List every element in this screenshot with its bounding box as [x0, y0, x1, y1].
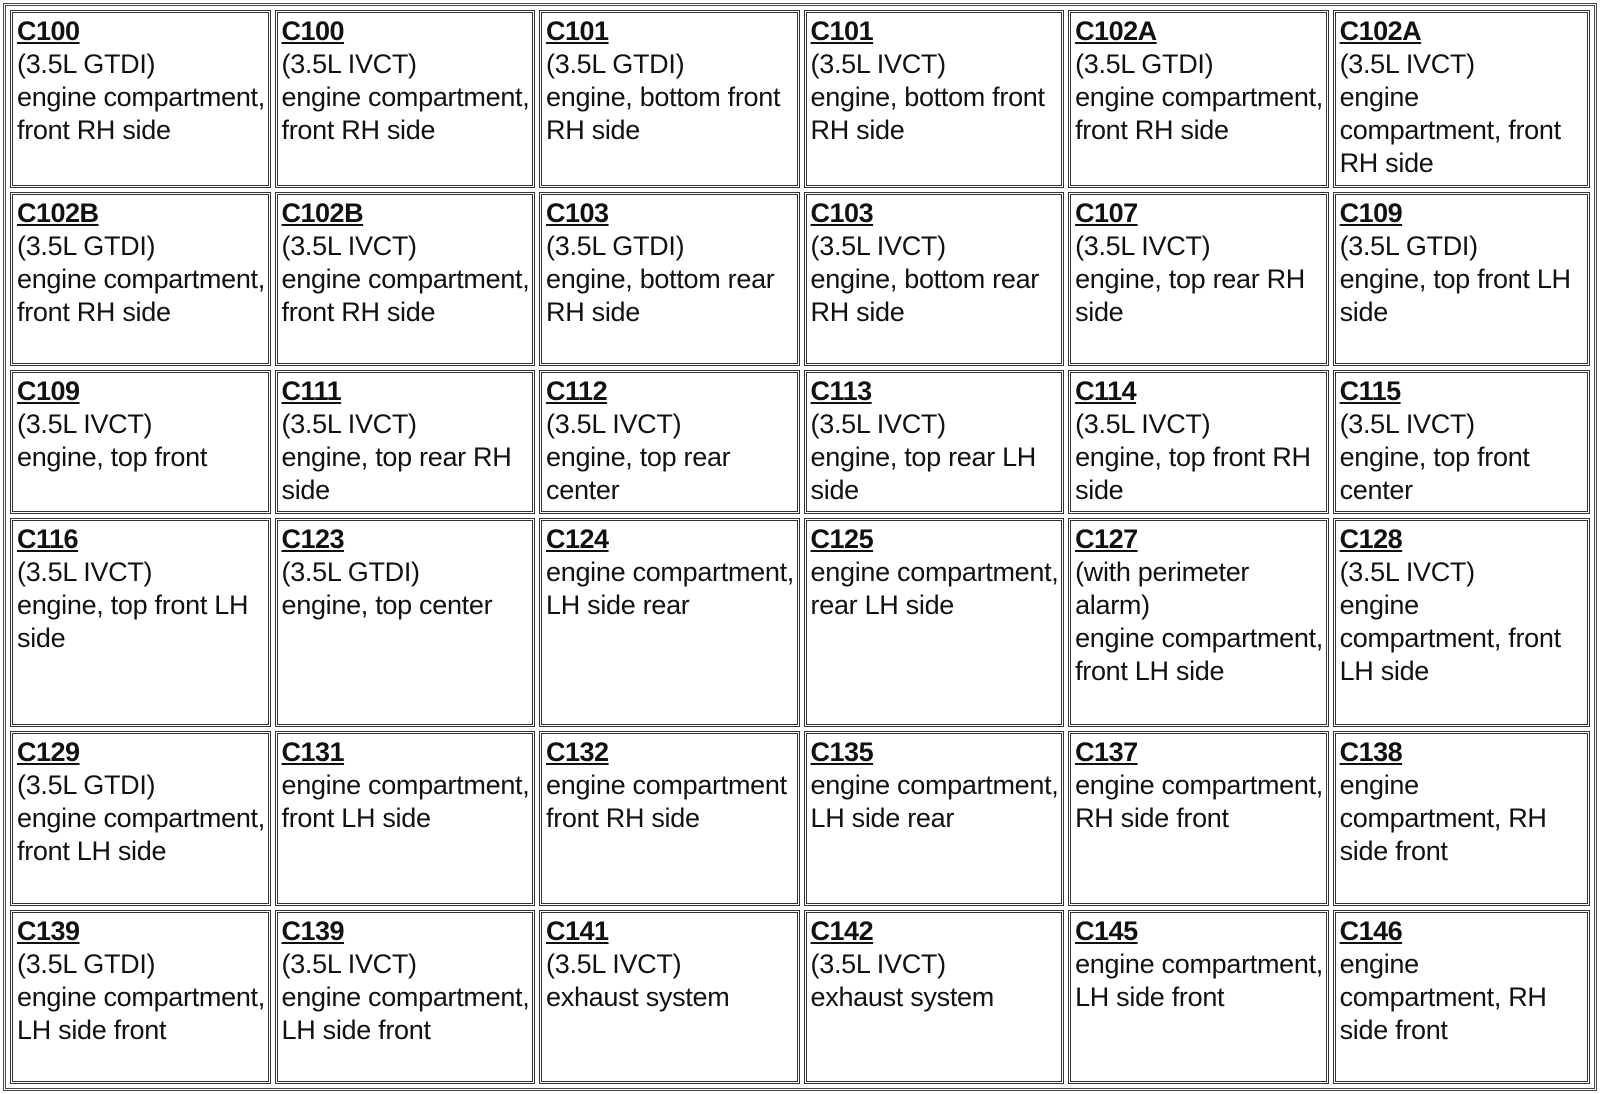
- connector-variant: (3.5L IVCT): [1339, 49, 1475, 79]
- connector-cell: [10, 10, 271, 188]
- connector-cell: [804, 192, 1065, 366]
- connector-variant: (3.5L IVCT): [1075, 230, 1211, 261]
- connector-location: engine compartment, front RH side: [281, 82, 530, 145]
- connector-cell: [804, 731, 1065, 905]
- connector-location: engine compartment, RH side front: [1339, 948, 1547, 1045]
- connector-id: C109: [1339, 197, 1403, 228]
- connector-location: engine, top front LH side: [17, 589, 249, 653]
- connector-location: engine compartment, rear LH side: [810, 556, 1059, 620]
- connector-cell: [1333, 910, 1590, 1084]
- connector-cell: [804, 10, 1065, 188]
- connector-variant: (3.5L GTDI): [281, 556, 420, 587]
- connector-cell: [1333, 731, 1590, 905]
- connector-location: engine compartment, front RH side: [1339, 82, 1561, 178]
- connector-variant: (3.5L GTDI): [17, 948, 156, 979]
- connector-variant: (3.5L IVCT): [281, 948, 417, 979]
- connector-location: engine compartment, LH side front: [281, 981, 530, 1045]
- connector-cell: [539, 192, 800, 366]
- connector-id: C102B: [281, 197, 364, 228]
- connector-cell: [10, 192, 271, 366]
- connector-variant: (3.5L IVCT): [1339, 556, 1475, 587]
- connector-location: engine, top front: [17, 442, 208, 473]
- connector-cell: [539, 731, 800, 905]
- connector-location: engine, top rear RH side: [1075, 263, 1305, 327]
- connector-location: engine, top center: [281, 589, 493, 620]
- connector-location: engine, top front center: [1339, 442, 1530, 506]
- connector-cell: [1068, 192, 1329, 366]
- connector-id: C100: [17, 16, 80, 46]
- connector-id: C132: [546, 737, 609, 768]
- connector-variant: (3.5L GTDI): [17, 230, 156, 261]
- connector-location: exhaust system: [546, 981, 730, 1012]
- connector-location: engine compartment, LH side rear: [546, 556, 794, 620]
- connector-variant: (3.5L IVCT): [281, 49, 417, 79]
- connector-id: C109: [17, 376, 80, 407]
- table-row: [10, 731, 1590, 905]
- connector-location: engine compartment, RH side front: [1075, 770, 1324, 834]
- connector-cell: [275, 910, 536, 1084]
- connector-cell: [1068, 370, 1329, 514]
- connector-location: engine, top rear RH side: [281, 442, 512, 506]
- connector-variant: (3.5L IVCT): [810, 409, 946, 440]
- connector-cell: [1068, 910, 1329, 1084]
- connector-location: engine compartment, LH side front: [17, 981, 265, 1045]
- connector-cell: [275, 731, 536, 905]
- connector-variant: (3.5L IVCT): [1339, 409, 1475, 440]
- connector-location: engine compartment, front RH side: [1075, 82, 1324, 145]
- connector-id: C103: [546, 197, 609, 228]
- connector-variant: (3.5L IVCT): [546, 409, 682, 440]
- connector-id: C128: [1339, 523, 1403, 554]
- connector-id: C131: [281, 737, 345, 768]
- connector-id: C101: [546, 16, 609, 46]
- connector-id: C116: [17, 523, 79, 554]
- connector-id: C102A: [1339, 16, 1422, 46]
- connector-variant: (3.5L IVCT): [810, 948, 946, 979]
- connector-cell: [1068, 731, 1329, 905]
- connector-location: engine compartment, front RH side: [281, 263, 530, 327]
- connector-variant: (3.5L IVCT): [810, 49, 946, 79]
- connector-variant: (with perimeter alarm): [1075, 556, 1250, 620]
- connector-id: C102A: [1075, 16, 1157, 46]
- connector-id: C123: [281, 523, 345, 554]
- table-row: [10, 10, 1590, 188]
- connector-location: engine, top front RH side: [1075, 442, 1311, 506]
- connector-cell: [804, 370, 1065, 514]
- connector-id: C107: [1075, 197, 1138, 228]
- connector-cell: [1068, 10, 1329, 188]
- connector-cell: [10, 518, 271, 727]
- connector-id: C124: [546, 523, 609, 554]
- connector-cell: [1333, 518, 1590, 727]
- connector-id: C103: [810, 197, 874, 228]
- table-row: [10, 370, 1590, 514]
- connector-location: engine, bottom rear RH side: [810, 263, 1039, 327]
- connector-variant: (3.5L IVCT): [17, 409, 153, 440]
- connector-location: engine compartment, front LH side: [17, 803, 265, 867]
- connector-id: C146: [1339, 915, 1403, 946]
- connector-cell: [275, 518, 536, 727]
- connector-variant: (3.5L GTDI): [1339, 230, 1478, 261]
- connector-cell: [1333, 192, 1590, 366]
- connector-location: engine compartment, RH side front: [1339, 770, 1547, 867]
- connector-id: C142: [810, 915, 874, 946]
- connector-location-table: [3, 3, 1597, 1091]
- connector-variant: (3.5L GTDI): [546, 49, 685, 79]
- connector-location: engine compartment, front LH side: [1339, 589, 1561, 686]
- table-row: [10, 910, 1590, 1084]
- connector-cell: [539, 910, 800, 1084]
- connector-cell: [10, 731, 271, 905]
- connector-location: engine compartment, front LH side: [1075, 622, 1324, 686]
- connector-cell: [804, 518, 1065, 727]
- connector-variant: (3.5L IVCT): [281, 409, 417, 440]
- table-row: [10, 518, 1590, 727]
- connector-variant: (3.5L GTDI): [17, 770, 156, 801]
- connector-variant: (3.5L IVCT): [810, 230, 946, 261]
- connector-id: C145: [1075, 915, 1138, 946]
- connector-id: C141: [546, 915, 609, 946]
- connector-id: C113: [810, 376, 872, 407]
- connector-id: C114: [1075, 376, 1137, 407]
- connector-variant: (3.5L IVCT): [281, 230, 417, 261]
- connector-variant: (3.5L GTDI): [1075, 49, 1214, 79]
- connector-cell: [275, 192, 536, 366]
- connector-location: engine compartment, front LH side: [281, 770, 530, 834]
- connector-id: C129: [17, 737, 80, 768]
- connector-location: engine compartment, LH side rear: [810, 770, 1059, 834]
- connector-location: exhaust system: [810, 981, 994, 1012]
- connector-id: C115: [1339, 376, 1401, 407]
- connector-id: C138: [1339, 737, 1403, 768]
- connector-cell: [10, 370, 271, 514]
- connector-id: C127: [1075, 523, 1138, 554]
- connector-variant: (3.5L IVCT): [17, 556, 153, 587]
- connector-cell: [1333, 370, 1590, 514]
- connector-location: engine compartment, front RH side: [17, 82, 265, 145]
- connector-cell: [10, 910, 271, 1084]
- table-row: [10, 192, 1590, 366]
- connector-cell: [275, 10, 536, 188]
- connector-cell: [539, 518, 800, 727]
- connector-id: C125: [810, 523, 874, 554]
- connector-location: engine, top rear center: [546, 442, 731, 506]
- connector-location: engine, bottom front RH side: [810, 82, 1045, 145]
- connector-id: C101: [810, 16, 874, 46]
- connector-id: C135: [810, 737, 874, 768]
- connector-variant: (3.5L IVCT): [1075, 409, 1211, 440]
- connector-id: C111: [281, 376, 342, 407]
- connector-location: engine, bottom front RH side: [546, 82, 781, 145]
- connector-location: engine compartment, LH side front: [1075, 948, 1324, 1012]
- connector-location: engine, top rear LH side: [810, 442, 1036, 506]
- connector-location: engine compartment, front RH side: [17, 263, 265, 327]
- connector-location: engine, top front LH side: [1339, 263, 1571, 327]
- connector-variant: (3.5L GTDI): [17, 49, 156, 79]
- connector-cell: [1333, 10, 1590, 188]
- connector-cell: [804, 910, 1065, 1084]
- connector-id: C139: [17, 915, 80, 946]
- connector-cell: [1068, 518, 1329, 727]
- connector-variant: (3.5L IVCT): [546, 948, 682, 979]
- connector-variant: (3.5L GTDI): [546, 230, 685, 261]
- connector-cell: [539, 370, 800, 514]
- connector-id: C100: [281, 16, 345, 46]
- connector-cell: [275, 370, 536, 514]
- connector-location: engine, bottom rear RH side: [546, 263, 775, 327]
- connector-id: C112: [546, 376, 608, 407]
- connector-table: [6, 6, 1594, 1088]
- connector-location: engine compartment front RH side: [546, 770, 787, 834]
- connector-id: C137: [1075, 737, 1138, 768]
- connector-id: C102B: [17, 197, 99, 228]
- connector-cell: [539, 10, 800, 188]
- connector-id: C139: [281, 915, 345, 946]
